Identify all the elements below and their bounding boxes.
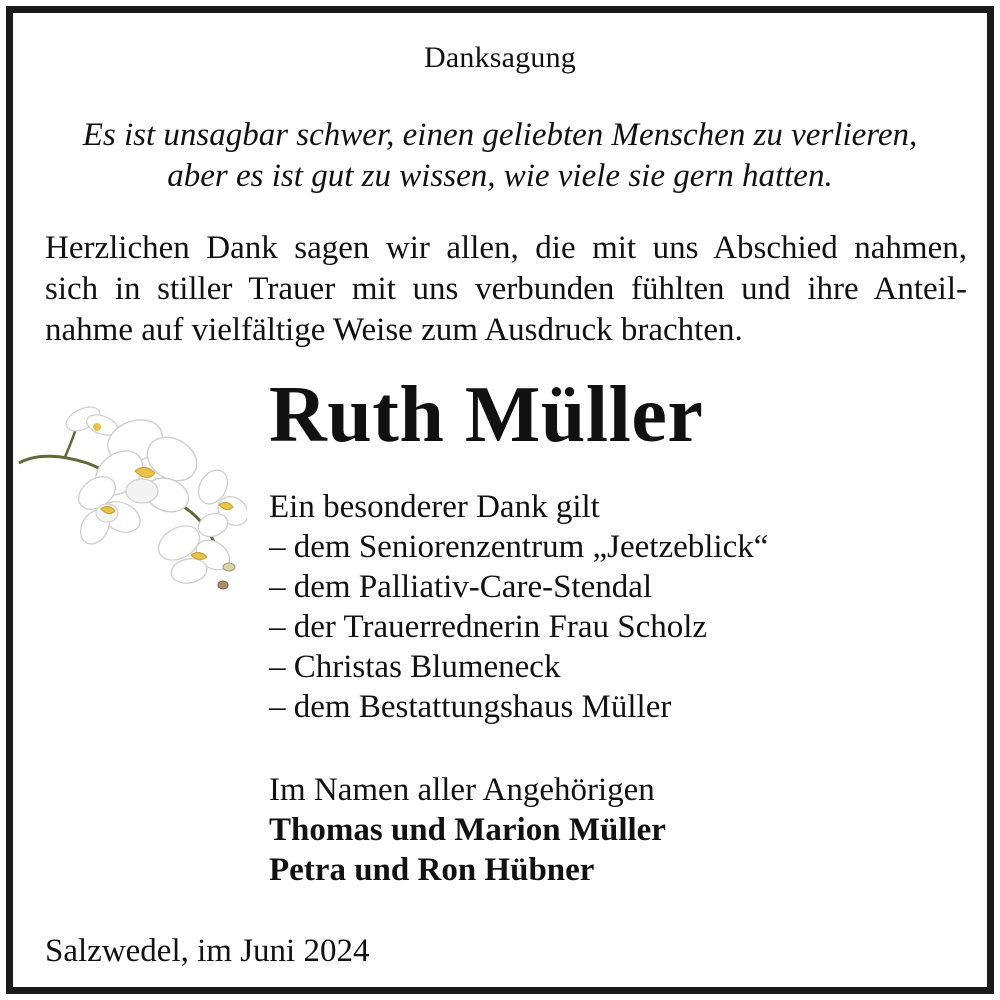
thanks-line: nahme auf vielfältige Weise zum Ausdruck brachten. [45, 312, 743, 348]
deceased-name: Ruth Müller [269, 371, 704, 459]
signoff [269, 770, 666, 890]
special-thanks-list [269, 487, 768, 727]
heading: Danksagung [424, 41, 576, 74]
list-item: – dem Bestattungshaus Müller [269, 689, 672, 725]
thanks-line: sich in stiller Trauer mit uns verbunden fühlten und ihre Anteil- [45, 271, 967, 307]
family-name: Thomas und Marion Müller [269, 812, 666, 848]
list-item: – der Trauerrednerin Frau Scholz [269, 609, 708, 645]
thanks-paragraph [45, 228, 967, 351]
orchid-icon [17, 391, 247, 591]
obituary-card [6, 6, 994, 994]
list-item: – Christas Blumeneck [269, 649, 561, 685]
list-item: – dem Seniorenzentrum „Jeetzeblick“ [269, 529, 769, 565]
list-item: – dem Palliativ-Care-Stendal [269, 569, 653, 605]
quote-line: aber es ist gut zu wissen, wie viele sie gern hatten. [167, 158, 833, 194]
place-date: Salzwedel, im Juni 2024 [45, 933, 370, 969]
quote-line: Es ist unsagbar schwer, einen geliebten Menschen zu verlieren, [82, 117, 918, 153]
signoff-intro: Im Namen aller Angehörigen [269, 772, 655, 808]
family-name: Petra und Ron Hübner [269, 852, 595, 888]
special-thanks-intro: Ein besonderer Dank gilt [269, 489, 600, 525]
quote [33, 115, 967, 197]
thanks-line: Herzlichen Dank sagen wir allen, die mit uns Abschied nahmen, [45, 230, 967, 266]
